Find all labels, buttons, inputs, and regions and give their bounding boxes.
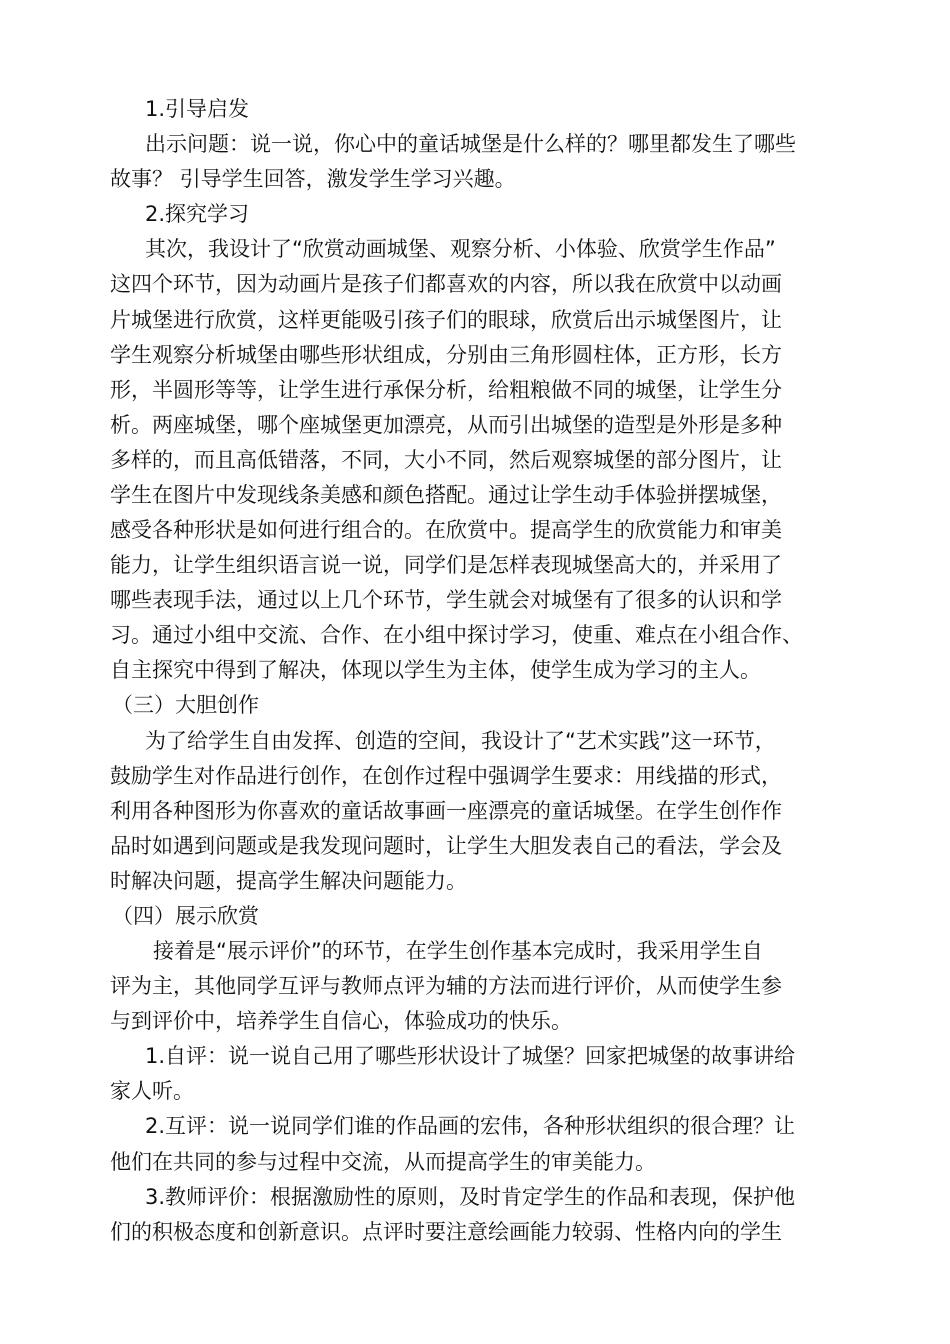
paragraph-line: 评为主，其他同学互评与教师点评为辅的方法而进行评价，从而使学生参 xyxy=(110,974,782,998)
paragraph-line: 片城堡进行欣赏，这样更能吸引孩子们的眼球，欣赏后出示城堡图片，让 xyxy=(110,308,782,332)
heading-explore: 2.探究学习 xyxy=(145,202,250,226)
section-heading-display: （四）展示欣赏 xyxy=(112,904,259,928)
paragraph-line: 与到评价中，培养学生自信心，体验成功的快乐。 xyxy=(110,1009,572,1033)
paragraph-line: 为了给学生自由发挥、创造的空间，我设计了“艺术实践”这一环节， xyxy=(145,729,776,753)
section-heading-create: （三）大胆创作 xyxy=(112,693,259,717)
paragraph-line: 1.自评：说一说自己用了哪些形状设计了城堡？回家把城堡的故事讲给 xyxy=(145,1044,796,1068)
paragraph-line: 能力，让学生组织语言说一说，同学们是怎样表现城堡高大的，并采用了 xyxy=(110,553,782,577)
paragraph-line: 利用各种图形为你喜欢的童话故事画一座漂亮的童话城堡。在学生创作作 xyxy=(110,799,782,823)
paragraph-line: 感受各种形状是如何进行组合的。在欣赏中。提高学生的欣赏能力和审美 xyxy=(110,518,782,542)
paragraph-line: 出示问题：说一说，你心中的童话城堡是什么样的？哪里都发生了哪些 xyxy=(145,132,796,156)
paragraph-line: 接着是“展示评价”的环节，在学生创作基本完成时，我采用学生自 xyxy=(153,939,763,963)
paragraph-line: 们的积极态度和创新意识。点评时要注意绘画能力较弱、性格内向的学生 xyxy=(110,1220,782,1244)
paragraph-line: 2.互评：说一说同学们谁的作品画的宏伟，各种形状组织的很合理？让 xyxy=(145,1114,796,1138)
paragraph-line: 学生在图片中发现线条美感和颜色搭配。通过让学生动手体验拼摆城堡， xyxy=(110,483,782,507)
paragraph-line: 形，半圆形等等，让学生进行承保分析，给粗粮做不同的城堡，让学生分 xyxy=(110,378,782,402)
paragraph-line: 自主探究中得到了解决，体现以学生为主体，使学生成为学习的主人。 xyxy=(110,658,761,682)
paragraph-line: 时解决问题，提高学生解决问题能力。 xyxy=(110,869,467,893)
paragraph-line: 故事？ 引导学生回答，激发学生学习兴趣。 xyxy=(110,167,516,191)
paragraph-line: 哪些表现手法，通过以上几个环节，学生就会对城堡有了很多的认识和学 xyxy=(110,588,782,612)
paragraph-line: 他们在共同的参与过程中交流，从而提高学生的审美能力。 xyxy=(110,1150,656,1174)
paragraph-line: 其次，我设计了“欣赏动画城堡、观察分析、小体验、欣赏学生作品” xyxy=(145,237,776,261)
paragraph-line: 家人听。 xyxy=(110,1079,194,1103)
paragraph-line: 学生观察分析城堡由哪些形状组成，分别由三角形圆柱体，正方形，长方 xyxy=(110,343,782,367)
paragraph-line: 鼓励学生对作品进行创作，在创作过程中强调学生要求：用线描的形式， xyxy=(110,764,782,788)
paragraph-line: 习。通过小组中交流、合作、在小组中探讨学习，使重、难点在小组合作、 xyxy=(110,623,803,647)
paragraph-line: 析。两座城堡，哪个座城堡更加漂亮，从而引出城堡的造型是外形是多种 xyxy=(110,413,782,437)
paragraph-line: 品时如遇到问题或是我发现问题时，让学生大胆发表自己的看法，学会及 xyxy=(110,834,782,858)
heading-guide: 1.引导启发 xyxy=(145,97,250,121)
paragraph-line: 这四个环节，因为动画片是孩子们都喜欢的内容，所以我在欣赏中以动画 xyxy=(110,272,782,296)
paragraph-line: 3.教师评价：根据激励性的原则，及时肯定学生的作品和表现，保护他 xyxy=(145,1185,796,1209)
paragraph-line: 多样的，而且高低错落，不同，大小不同，然后观察城堡的部分图片，让 xyxy=(110,448,782,472)
